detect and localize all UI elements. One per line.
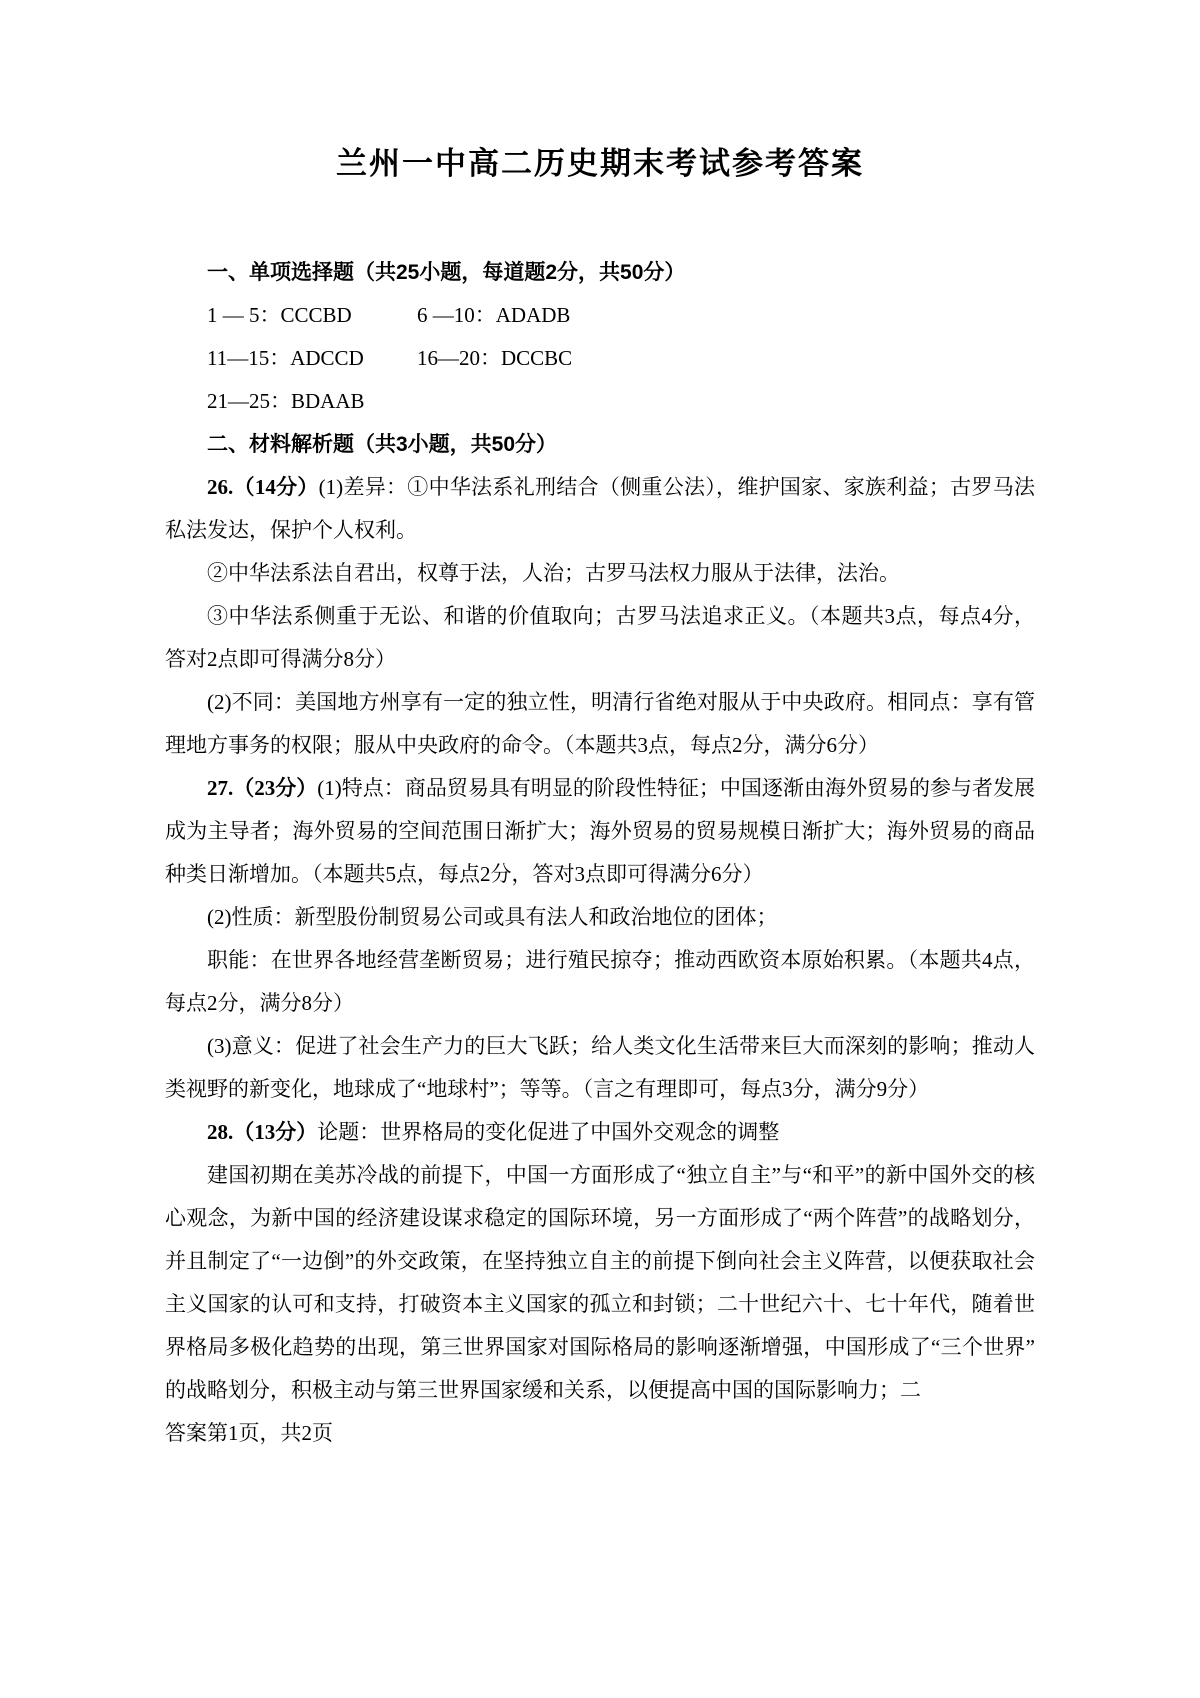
q28-thesis: 论题：世界格局的变化促进了中国外交观念的调整	[317, 1120, 780, 1144]
answer-row-1	[165, 294, 1035, 337]
answer-row-2	[165, 337, 1035, 380]
q27-answer-part-2: (2)性质：新型股份制贸易公司或具有法人和政治地位的团体；	[207, 905, 778, 929]
q27-answer-part-1	[165, 767, 1035, 896]
answers-21-25: 21—25：BDAAB	[207, 389, 365, 413]
q28-answer-part-2: 建国初期在美苏冷战的前提下，中国一方面形成了“独立自主”与“和平”的新中国外交的核心观念，为新中国的经济建设谋求稳定的国际环境，另一方面形成了“两个阵营”的战略划分，并且制定了“一边倒”的外交政策，在坚持独立自主的前提下倒向社会主义阵营，以便获取社会主义国家的认可和支持，打破资本主义国家的孤立和封锁；二十世纪六十、七十年代，随着世界格局多极化趋势的出现，第三世界国家对国际格局的影响逐渐增强，中国形成了“三个世界”的战略划分，积极主动与第三世界国家缓和关系，以便提高中国的国际影响力；二	[165, 1163, 1035, 1402]
answers-11-15: 11—15：ADCCD	[207, 346, 364, 370]
q27-answer-part-3: 职能：在世界各地经营垄断贸易；进行殖民掠夺；推动西欧资本原始积累。（本题共4点，每点2分，满分8分）	[165, 948, 1035, 1015]
q26-answer-part-4: (2)不同：美国地方州享有一定的独立性，明清行省绝对服从于中央政府。相同点：享有管理地方事务的权限；服从中央政府的命令。（本题共3点，每点2分，满分6分）	[165, 690, 1035, 757]
q27-number: 27.（23分）	[207, 776, 318, 800]
answers-16-20: 16—20：DCCBC	[417, 346, 573, 370]
answers-1-5: 1 — 5：CCCBD	[207, 303, 352, 327]
answers-6-10: 6 —10：ADADB	[417, 303, 571, 327]
page-content	[165, 0, 1035, 1455]
section-1-heading: 一、单项选择题（共25小题，每道题2分，共50分）	[207, 261, 686, 284]
q26-answer-part-1	[165, 466, 1035, 552]
q26-answer-part-3: ③中华法系侧重于无讼、和谐的价值取向；古罗马法追求正义。（本题共3点，每点4分，答对2点即可得满分8分）	[165, 604, 1035, 671]
q26-answer-part-2: ②中华法系法自君出，权尊于法，人治；古罗马法权力服从于法律，法治。	[207, 561, 900, 585]
q28-number: 28.（13分）	[207, 1120, 318, 1144]
page-footer: 答案第1页，共2页	[165, 1421, 333, 1445]
answer-row-3	[165, 380, 1035, 423]
q26-text-1: (1)差异：①中华法系礼刑结合（侧重公法），维护国家、家族利益；古罗马法私法发达，保护个人权利。	[165, 475, 1036, 542]
q28-answer-part-1	[165, 1111, 1035, 1154]
q26-number: 26.（14分）	[207, 475, 319, 499]
q27-text-1: (1)特点：商品贸易具有明显的阶段性特征；中国逐渐由海外贸易的参与者发展成为主导者；海外贸易的空间范围日渐扩大；海外贸易的贸易规模日渐扩大；海外贸易的商品种类日渐增加。（本题共5点，每点2分，答对3点即可得满分6分）	[165, 776, 1036, 886]
section-2-heading: 二、材料解析题（共3小题，共50分）	[207, 433, 558, 456]
q27-answer-part-4: (3)意义：促进了社会生产力的巨大飞跃；给人类文化生活带来巨大而深刻的影响；推动人类视野的新变化，地球成了“地球村”；等等。（言之有理即可，每点3分，满分9分）	[165, 1034, 1035, 1101]
page-title: 兰州一中高二历史期末考试参考答案	[336, 146, 864, 181]
